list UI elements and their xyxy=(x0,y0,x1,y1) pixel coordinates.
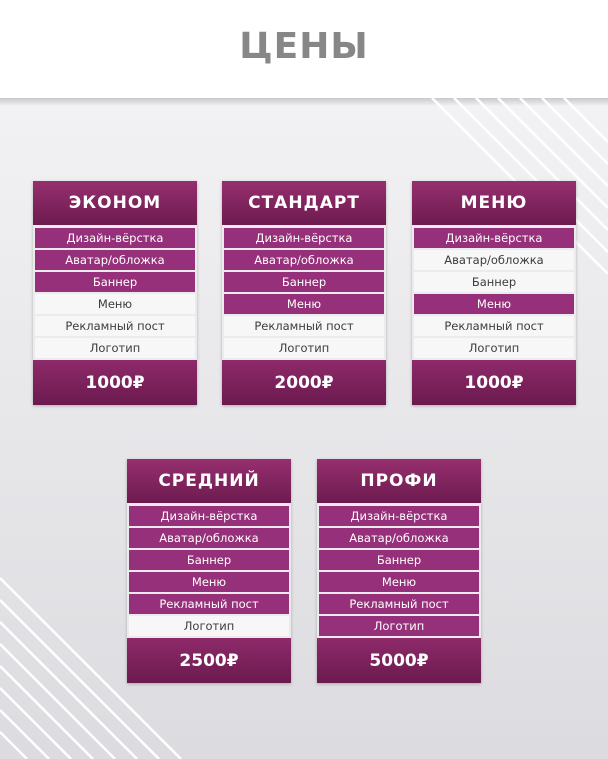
feature-row: Логотип xyxy=(319,616,479,636)
plan-name: СРЕДНИЙ xyxy=(127,459,291,503)
feature-row: Дизайн-вёрстка xyxy=(414,228,574,248)
feature-row: Баннер xyxy=(224,272,384,292)
plan-name: СТАНДАРТ xyxy=(222,181,386,225)
feature-row: Рекламный пост xyxy=(224,316,384,336)
feature-row: Дизайн-вёрстка xyxy=(319,506,479,526)
feature-row: Меню xyxy=(224,294,384,314)
plan-price: 5000₽ xyxy=(317,638,481,683)
plan-price: 2000₽ xyxy=(222,360,386,405)
plan-name: ЭКОНОМ xyxy=(33,181,197,225)
feature-row: Логотип xyxy=(224,338,384,358)
feature-row: Баннер xyxy=(414,272,574,292)
feature-row: Рекламный пост xyxy=(129,594,289,614)
feature-row: Аватар/обложка xyxy=(129,528,289,548)
plan-price: 1000₽ xyxy=(33,360,197,405)
feature-list xyxy=(222,225,386,358)
price-card-medium xyxy=(127,459,291,683)
price-card-pro xyxy=(317,459,481,683)
plan-name: ПРОФИ xyxy=(317,459,481,503)
feature-row: Дизайн-вёрстка xyxy=(35,228,195,248)
price-card-econom xyxy=(33,181,197,405)
feature-row: Логотип xyxy=(35,338,195,358)
feature-list xyxy=(127,503,291,636)
feature-row: Аватар/обложка xyxy=(35,250,195,270)
plan-name: МЕНЮ xyxy=(412,181,576,225)
feature-row: Дизайн-вёрстка xyxy=(224,228,384,248)
feature-row: Баннер xyxy=(129,550,289,570)
feature-row: Логотип xyxy=(129,616,289,636)
header xyxy=(0,0,608,98)
price-card-standard xyxy=(222,181,386,405)
feature-row: Аватар/обложка xyxy=(224,250,384,270)
feature-row: Аватар/обложка xyxy=(319,528,479,548)
feature-list xyxy=(33,225,197,358)
feature-row: Рекламный пост xyxy=(35,316,195,336)
feature-list xyxy=(412,225,576,358)
feature-row: Меню xyxy=(319,572,479,592)
feature-row: Логотип xyxy=(414,338,574,358)
feature-row: Меню xyxy=(414,294,574,314)
feature-row: Рекламный пост xyxy=(414,316,574,336)
feature-row: Меню xyxy=(35,294,195,314)
plan-price: 2500₽ xyxy=(127,638,291,683)
page-title: ЦЕНЫ xyxy=(239,26,369,67)
plan-price: 1000₽ xyxy=(412,360,576,405)
price-card-menu xyxy=(412,181,576,405)
feature-row: Баннер xyxy=(319,550,479,570)
feature-row: Аватар/обложка xyxy=(414,250,574,270)
feature-row: Дизайн-вёрстка xyxy=(129,506,289,526)
feature-row: Баннер xyxy=(35,272,195,292)
feature-row: Рекламный пост xyxy=(319,594,479,614)
feature-row: Меню xyxy=(129,572,289,592)
feature-list xyxy=(317,503,481,636)
